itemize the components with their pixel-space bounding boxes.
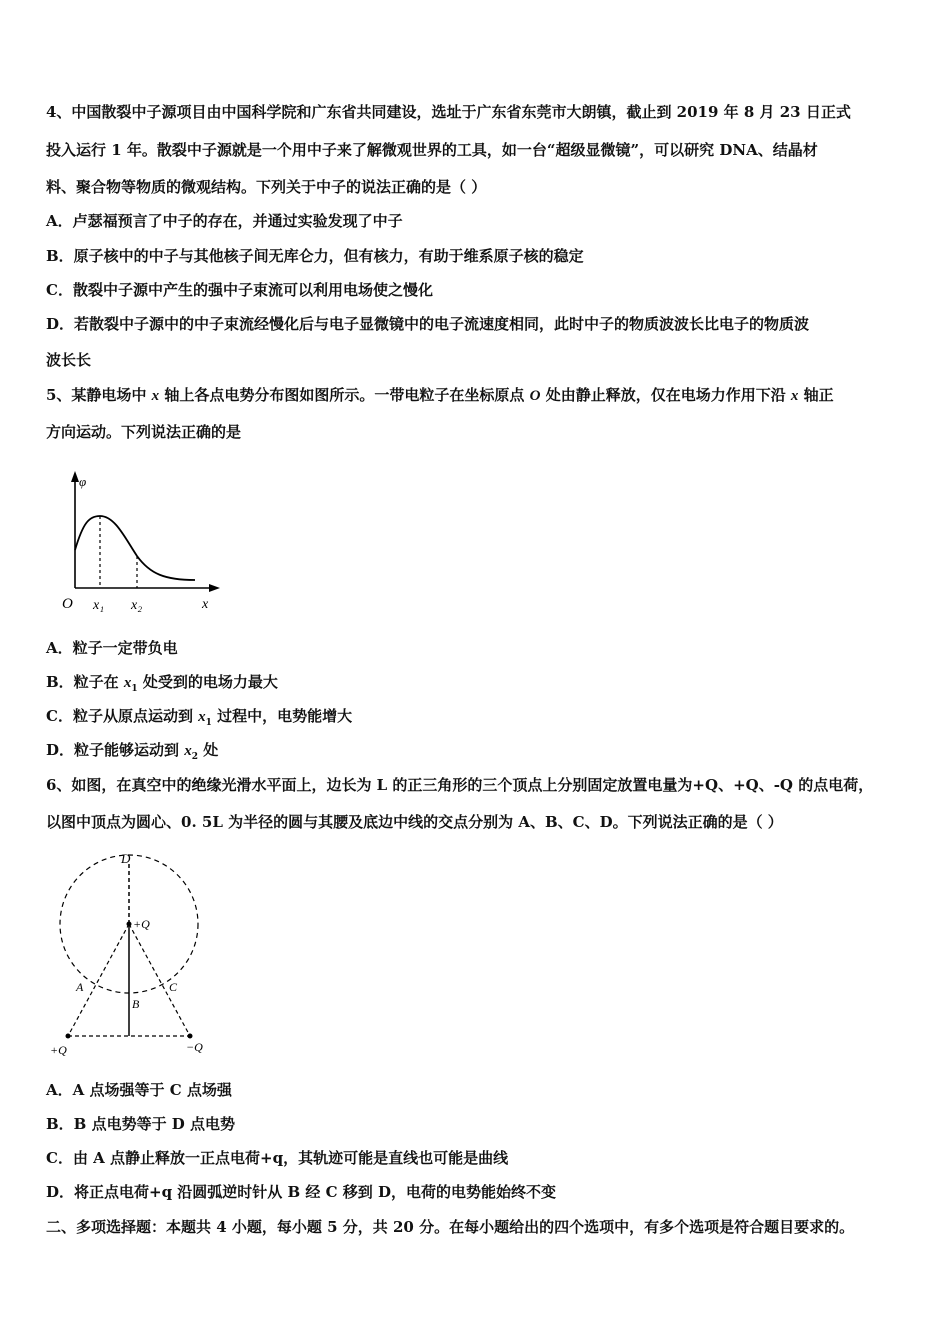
q4-option-b: B．原子核中的中子与其他核子间无库仑力，但有核力，有助于维系原子核的稳定 [46,247,584,265]
q6-stem-line1: 6、如图，在真空中的绝缘光滑水平面上，边长为 L 的正三角形的三个顶点上分别固定放置电量为+Q、+Q、-Q 的点电荷， [46,776,874,794]
label-C: C [169,980,178,994]
label-B: B [132,997,140,1011]
q6-option-b: B．B 点电势等于 D 点电势 [46,1115,236,1133]
label-A: A [76,980,84,994]
q4-stem-line3: 料、聚合物等物质的微观结构。下列关于中子的说法正确的是（ ） [46,178,487,196]
section-2-heading: 二、多项选择题：本题共 4 小题，每小题 5 分，共 20 分。在每小题给出的四个选项中，有多个选项是符合题目要求的。 [46,1218,855,1236]
potential-graph [55,468,225,618]
q6-stem-line2: 以图中顶点为圆心、0. 5L 为半径的圆与其腰及底边中线的交点分别为 A、B、C、D。下列说法正确的是（ ） [46,813,783,831]
q5-stem-line2: 方向运动。下列说法正确的是 [46,423,242,441]
q6-option-a: A．A 点场强等于 C 点场强 [46,1081,232,1099]
q4-option-d-line1: D．若散裂中子源中的中子束流经慢化后与电子显微镜中的电子流速度相同，此时中子的物质波波长比电子的物质波 [46,315,810,333]
graph-x1-label: x₁ [93,598,105,613]
graph-x2-label: x₂ [131,598,143,613]
q4-option-d-line2: 波长长 [46,351,92,369]
label-top-charge: +Q [133,917,150,931]
q4-stem-line1: 4、中国散裂中子源项目由中国科学院和广东省共同建设，选址于广东省东莞市大朗镇，截止到 2019 年 8 月 23 日正式 [46,103,851,121]
q6-option-c: C．由 A 点静止释放一正点电荷+q，其轨迹可能是直线也可能是曲线 [46,1149,509,1167]
graph-origin-label: O [62,596,73,612]
q4-option-a: A．卢瑟福预言了中子的存在，并通过实验发现了中子 [46,212,403,230]
graph-phi-label: φ [79,474,87,489]
q6-option-d: D．将正点电荷+q 沿圆弧逆时针从 B 经 C 移到 D，电荷的电势能始终不变 [46,1183,557,1201]
q5-option-a: A．粒子一定带负电 [46,639,178,657]
graph-x-label: x [202,597,209,612]
q5-option-d: D．粒子能够运动到 $x_2$ 处 [46,741,219,762]
q5-option-b: B．粒子在 $x_1$ 处受到的电场力最大 [46,673,278,694]
q5-option-c: C．粒子从原点运动到 $x_1$ 过程中，电势能增大 [46,707,353,728]
label-D: D [121,851,131,866]
q4-stem-line2: 投入运行 1 年。散裂中子源就是一个用中子来了解微观世界的工具，如一台“超级显微镜”，可以研究 DNA、结晶材 [46,141,818,159]
label-left-charge: +Q [50,1043,67,1057]
label-right-charge: −Q [186,1040,203,1054]
q4-option-c: C．散裂中子源中产生的强中子束流可以利用电场使之慢化 [46,281,433,299]
q5-stem-line1: 5、某静电场中 x 轴上各点电势分布图如图所示。一带电粒子在坐标原点 O 处由静止释放，仅在电场力作用下沿 x 轴正 [46,386,834,404]
triangle-circle-figure [40,850,225,1065]
